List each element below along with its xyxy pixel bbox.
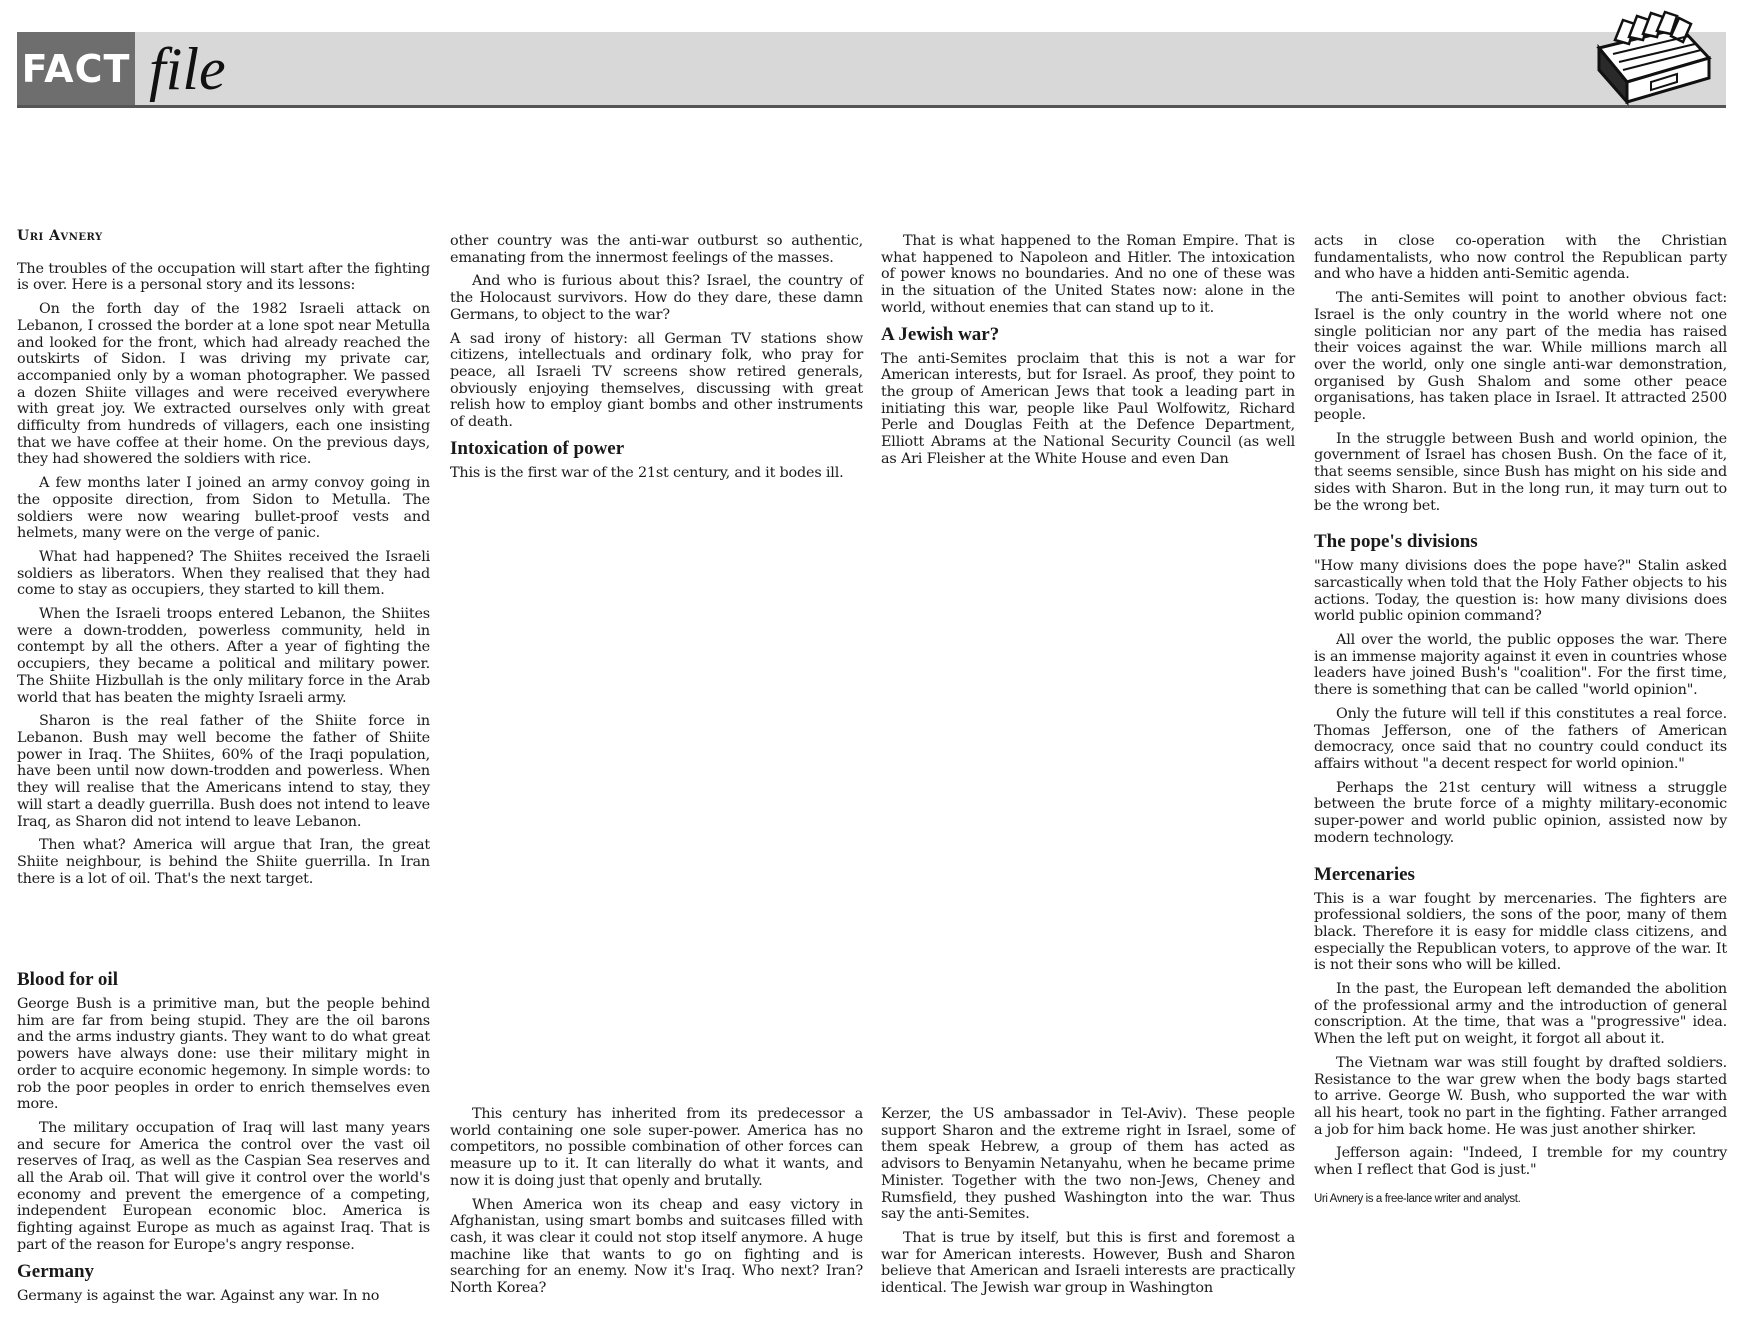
section-heading-germany: Germany [17,1260,95,1282]
file-label: file [149,36,226,102]
column-4 [1314,233,1727,1214]
paragraph: Then what? America will argue that Iran, the great Shiite neighbour, is behind the Shiite guerrilla. In Iran there is a lot of oil. That's the next target. [17,837,430,887]
column-3-bottom [881,1106,1295,1304]
paragraph: This is a war fought by mercenaries. The fighters are professional soldiers, the sons of the poor, many of them black. Therefore it is easy for middle class citizens, and especially the Republican voters, to approve of the war. It is not their sons who will be killed. [1314,890,1727,974]
paragraph: In the past, the European left demanded the abolition of the professional army and the introduction of general conscription. At the time, that was a "progressive" idea. When the left put on weight, it forgot all about it. [1314,981,1727,1048]
fact-label: FACT [21,46,131,91]
paragraph: That is what happened to the Roman Empire. That is what happened to Napoleon and Hitler. The intoxication of power knows no boundaries. And no one of these was in the situation of the United States now: alone in the world, without enemies that can stand up to it. [881,233,1295,316]
section-heading-intoxication-of-power: Intoxication of power [450,437,625,459]
paragraph: All over the world, the public opposes the war. There is an immense majority against it even in countries whose leaders have joined Bush's "coalition". For the first time, there is something that can be called "world opinion". [1314,632,1727,699]
paragraph: When the Israeli troops entered Lebanon, the Shiites were a down-trodden, powerless community, held in contempt by all the others. After a year of fighting the occupiers, they became a political and military power. The Shiite Hizbullah is the only military force in the Arab world that has beaten the mighty Israeli army. [17,606,430,706]
section-heading-mercenaries: Mercenaries [1314,863,1415,885]
paragraph: The Vietnam war was still fought by drafted soldiers. Resistance to the war grew when the body bags started to arrive. George W. Bush, who supported the war with all his heart, took no part in the fighting. Father arranged a job for him back home. He was just another shirker. [1314,1054,1727,1138]
fact-label-box [17,32,135,105]
section-heading-the-popes-divisions: The pope's divisions [1314,531,1478,553]
paragraph: The troubles of the occupation will start after the fighting is over. Here is a personal story and its lessons: [17,260,430,294]
paragraph: A few months later I joined an army convoy going in the opposite direction, from Sidon to Metulla. The soldiers were now wearing bullet-proof vests and helmets, many were on the verge of panic. [17,475,430,542]
paragraph: On the forth day of the 1982 Israeli attack on Lebanon, I crossed the border at a lone spot near Metulla and looked for the front, which had already reached the outskirts of Sidon. I was driving my private car, accompanied only by a woman photographer. We passed a dozen Shiite villages and were received everywhere with great joy. We extracted ourselves only with great difficulty from hundreds of villagers, each one insisting that we have coffee at their home. On the previous days, they had showered the soldiers with rice. [17,301,430,468]
paragraph: Sharon is the real father of the Shiite force in Lebanon. Bush may well become the father of Shiite power in Iraq. The Shiites, 60% of the Iraqi population, have been until now down-trodden and powerless. When they will realise that the Americans intend to stay, they will start a deadly guerrilla. Bush does not intend to leave Iraq, as Sharon did not intend to leave Lebanon. [17,713,430,830]
paragraph: This is the first war of the 21st century, and it bodes ill. [450,464,844,481]
paragraph: "How many divisions does the pope have?" Stalin asked sarcastically when told that the Holy Father objects to his actions. Today, the question is: how many divisions does world public opinion command? [1314,558,1727,625]
paragraph: other country was the anti-war outburst so authentic, emanating from the innermost feelings of the masses. [450,233,863,266]
paragraph: Perhaps the 21st century will witness a struggle between the brute force of a mighty military-economic super-power and world public opinion, assisted now by modern technology. [1314,779,1727,846]
byline: Uri Avnery [17,228,103,244]
paragraph: When America won its cheap and easy victory in Afghanistan, using smart bombs and suitcases filled with cash, it was clear it could not stop itself anymore. A huge machine like that wants to go on fighting and is searching for an enemy. Now it's Iraq. Who next? Iran? North Korea? [450,1196,863,1297]
column-1-bottom [17,962,430,1311]
paragraph: And who is furious about this? Israel, the country of the Holocaust survivors. How do they dare, these damn Germans, to object to the war? [450,273,863,323]
paragraph: This century has inherited from its predecessor a world containing one sole super-power. America has no competitors, no possible combination of other forces can measure up to it. It can literally do what it wants, and now it is doing just that openly and brutally. [450,1106,863,1189]
fact-file-header [17,32,1726,108]
paragraph: A sad irony of history: all German TV stations show citizens, intellectuals and ordinary folk, who pray for peace, all Israeli TV screens show retired generals, obviously enjoying themselves, discussing with great relish how to employ giant bombs and other instruments of death. [450,330,863,431]
paragraph: Only the future will tell if this constitutes a real force. Thomas Jefferson, one of the fathers of American democracy, once said that no country could conduct its affairs without "a decent respect for world opinion." [1314,705,1727,772]
paragraph: George Bush is a primitive man, but the people behind him are far from being stupid. They are the oil barons and the arms industry giants. They want to do what great powers have always done: use their military might in order to acquire economic hegemony. In simple words: to rob the poor peoples in order to enrich themselves even more. [17,996,430,1113]
column-2-top [450,233,863,488]
paragraph: Germany is against the war. Against any war. In no [17,1287,380,1304]
column-2-bottom [450,1106,863,1304]
paragraph: What had happened? The Shiites received the Israeli soldiers as liberators. When they realised that they had come to stay as occupiers, they started to kill them. [17,548,430,599]
section-heading-blood-for-oil: Blood for oil [17,969,118,990]
author-bio: Uri Avnery is a free-lance writer and analyst. [1314,1192,1521,1205]
section-heading-a-jewish-war: A Jewish war? [881,323,1000,345]
paragraph: Jefferson again: "Indeed, I tremble for my country when I reflect that God is just." [1314,1145,1727,1179]
paragraph: Kerzer, the US ambassador in Tel-Aviv). These people support Sharon and the extreme right in Israel, some of them speak Hebrew, a group of them has acted as advisors to Benyamin Netanyahu, when he became prime Minister. Together with the two non-Jews, Cheney and Rumsfield, they pushed Washington into the war. Thus say the anti-Semites. [881,1106,1295,1223]
column-1-top [17,228,430,894]
paragraph: The military occupation of Iraq will last many years and secure for America the control over the vast oil reserves of Iraq, as well as the Caspian Sea reserves and all the Arab oil. That will give it control over the world's economy and prevent the emergence of a competing, independent European economic bloc. America is fighting against Europe as much as against Iraq. That is part of the reason for Europe's angry response. [17,1119,430,1253]
file-cabinet-icon [1593,10,1715,108]
paragraph: That is true by itself, but this is first and foremost a war for American interests. However, Bush and Sharon believe that American and Israeli interests are practically identical. The Jewish war group in Washington [881,1229,1295,1297]
paragraph: In the struggle between Bush and world opinion, the government of Israel has chosen Bush. On the face of it, that seems sensible, since Bush has might on his side and sides with Sharon. But in the long run, it may turn out to be the wrong bet. [1314,430,1727,514]
paragraph: acts in close co-operation with the Christian fundamentalists, who now control the Republican party and who have a hidden anti-Semitic agenda. [1314,233,1727,283]
paragraph: The anti-Semites will point to another obvious fact: Israel is the only country in the world where not one single politician nor any part of the media has raised their voices against the war. While millions march all over the world, only one single anti-war demonstration, organised by Gush Shalom and some other peace organisations, has taken place in Israel. It attracted 2500 people. [1314,290,1727,424]
column-3-top [881,233,1295,474]
paragraph: The anti-Semites proclaim that this is not a war for American interests, but for Israel. As proof, they point to the group of American Jews that took a leading part in initiating this war, people like Paul Wolfowitz, Richard Perle and Douglas Feith at the Defence Department, Elliott Abrams at the National Security Council (as well as Ari Fleisher at the White House and even Dan [881,350,1295,467]
